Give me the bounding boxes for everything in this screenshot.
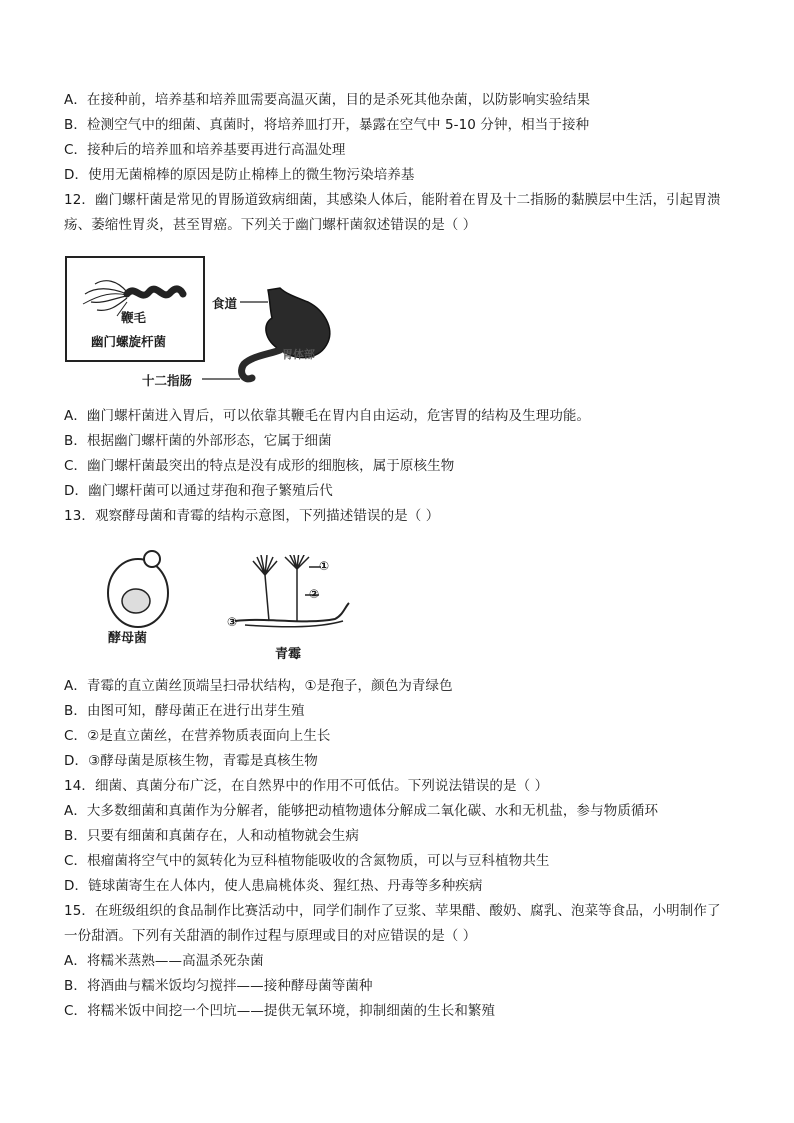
stomach-figure <box>140 280 340 390</box>
q15-option-a: A．将糯米蒸熟——高温杀死杂菌 <box>64 953 264 969</box>
q12-option-b: B．根据幽门螺杆菌的外部形态，它属于细菌 <box>64 433 332 449</box>
marker-3: ③ <box>227 615 238 629</box>
yeast-drawing <box>100 545 190 635</box>
bacterium-label: 幽门螺旋杆菌 <box>91 334 167 349</box>
marker-1: ① <box>319 559 330 573</box>
q12-option-a: A．幽门螺杆菌进入胃后，可以依靠其鞭毛在胃内自由运动，危害胃的结构及生理功能。 <box>64 408 591 424</box>
q15-option-c: C．将糯米饭中间挖一个凹坑——提供无氧环境，抑制细菌的生长和繁殖 <box>64 1003 496 1019</box>
q11-option-b: B．检测空气中的细菌、真菌时，将培养皿打开，暴露在空气中 5-10 分钟，相当于接种 <box>64 117 590 133</box>
q13-option-c: C．②是直立菌丝，在营养物质表面向上生长 <box>64 728 331 744</box>
penicillium-label: 青霉 <box>275 647 302 662</box>
q15-stem-line2: 一份甜酒。下列有关甜酒的制作过程与原理或目的对应错误的是（ ） <box>64 928 477 944</box>
q13-option-b: B．由图可知，酵母菌正在进行出芽生殖 <box>64 703 305 719</box>
flagellum-label: 鞭毛 <box>121 310 147 325</box>
penicillium-figure <box>225 555 365 665</box>
q13-option-d: D．③酵母菌是原核生物，青霉是真核生物 <box>64 753 318 769</box>
q12-stem-line1: 12．幽门螺杆菌是常见的胃肠道致病细菌，其感染人体后，能附着在胃及十二指肠的黏膜层中生活，引起胃溃 <box>64 192 721 208</box>
yeast-label: 酵母菌 <box>108 631 148 646</box>
q13-stem: 13．观察酵母菌和青霉的结构示意图，下列描述错误的是（ ） <box>64 508 440 524</box>
q14-option-d: D．链球菌寄生在人体内，使人患扁桃体炎、猩红热、丹毒等多种疾病 <box>64 878 483 894</box>
yeast-figure <box>100 545 190 665</box>
q14-option-a: A．大多数细菌和真菌作为分解者，能够把动植物遗体分解成二氧化碳、水和无机盐，参与物质循环 <box>64 803 659 819</box>
q12-option-d: D．幽门螺杆菌可以通过芽孢和孢子繁殖后代 <box>64 483 333 499</box>
esophagus-label: 食道 <box>212 296 238 311</box>
q11-option-a: A．在接种前，培养基和培养皿需要高温灭菌，目的是杀死其他杂菌，以防影响实验结果 <box>64 92 591 108</box>
q15-option-b: B．将酒曲与糯米饭均匀搅拌——接种酵母菌等菌种 <box>64 978 373 994</box>
q15-stem-line1: 15．在班级组织的食品制作比赛活动中，同学们制作了豆浆、苹果醋、酸奶、腐乳、泡菜等食品，小明制作了 <box>64 903 721 919</box>
q11-option-d: D．使用无菌棉棒的原因是防止棉棒上的微生物污染培养基 <box>64 167 415 183</box>
q14-stem: 14．细菌、真菌分布广泛，在自然界中的作用不可低估。下列说法错误的是（ ） <box>64 778 549 794</box>
q13-option-a: A．青霉的直立菌丝顶端呈扫帚状结构，①是孢子，颜色为青绿色 <box>64 678 453 694</box>
q12-stem-line2: 疡、萎缩性胃炎，甚至胃癌。下列关于幽门螺杆菌叙述错误的是（ ） <box>64 217 477 233</box>
q11-option-c: C．接种后的培养皿和培养基要再进行高温处理 <box>64 142 346 158</box>
stomach-label: 胃体部 <box>282 348 315 361</box>
duodenum-label: 十二指肠 <box>142 373 193 388</box>
marker-2: ② <box>309 587 320 601</box>
penicillium-drawing <box>225 555 365 635</box>
q12-option-c: C．幽门螺杆菌最突出的特点是没有成形的细胞核，属于原核生物 <box>64 458 455 474</box>
q14-option-c: C．根瘤菌将空气中的氮转化为豆科植物能吸收的含氮物质，可以与豆科植物共生 <box>64 853 550 869</box>
q14-option-b: B．只要有细菌和真菌存在，人和动植物就会生病 <box>64 828 359 844</box>
